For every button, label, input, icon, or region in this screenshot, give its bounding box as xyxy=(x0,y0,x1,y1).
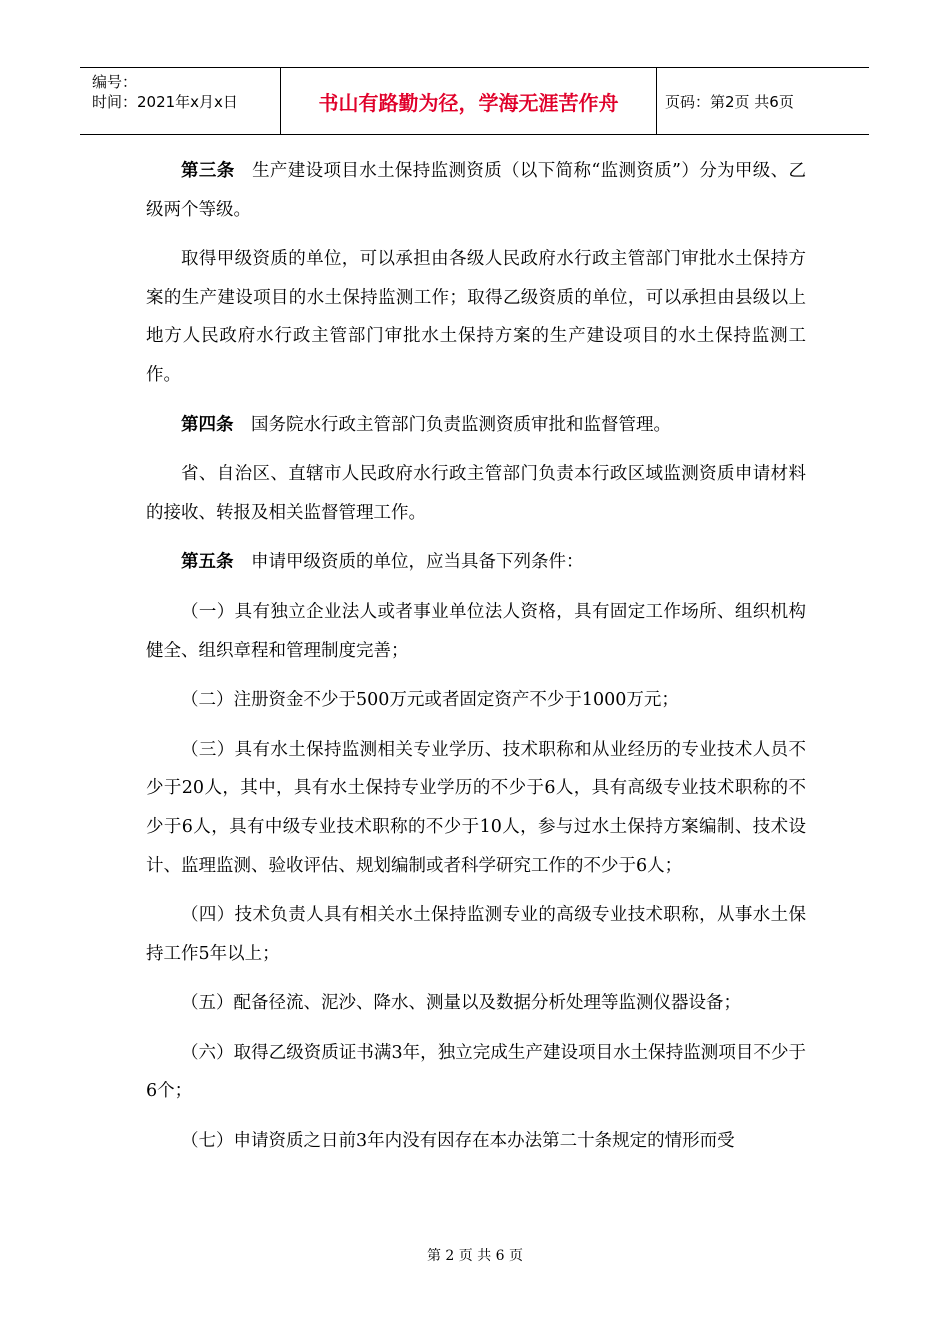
list-item: （二）注册资金不少于500万元或者固定资产不少于1000万元； xyxy=(181,690,679,711)
document-date-label: 时间：2021年x月x日 xyxy=(92,93,238,111)
header-motto: 书山有路勤为径，学海无涯苦作舟 xyxy=(281,68,657,134)
list-item: （四）技术负责人具有相关水土保持监测专业的高级专业技术职称，从事水土保持工作5年以上； xyxy=(146,905,806,964)
article-number: 第四条 xyxy=(181,414,234,435)
document-body xyxy=(146,152,806,1172)
article-number: 第五条 xyxy=(181,552,234,573)
paragraph: 取得甲级资质的单位，可以承担由各级人民政府水行政主管部门审批水土保持方案的生产建设项目的水土保持监测工作；取得乙级资质的单位，可以承担由县级以上地方人民政府水行政主管部门审批水土保持方案的生产建设项目的水土保持监测工作。 xyxy=(146,249,806,385)
article-paragraph xyxy=(146,406,806,445)
page-footer: 第 2 页 共 6 页 xyxy=(426,1248,524,1264)
paragraph-text: 申请甲级资质的单位，应当具备下列条件： xyxy=(251,552,584,573)
article-paragraph xyxy=(146,543,806,582)
list-item: （一）具有独立企业法人或者事业单位法人资格，具有固定工作场所、组织机构健全、组织章程和管理制度完善； xyxy=(146,601,806,661)
list-item: （五）配备径流、泥沙、降水、测量以及数据分析处理等监测仪器设备； xyxy=(181,993,741,1014)
paragraph-text: 生产建设项目水土保持监测资质（以下简称“监测资质”）分为甲级、乙级两个等级。 xyxy=(146,161,806,220)
header-meta-cell xyxy=(80,68,281,134)
article-paragraph xyxy=(146,152,806,229)
paragraph-text: 国务院水行政主管部门负责监测资质审批和监督管理。 xyxy=(251,414,671,435)
list-item: （六）取得乙级资质证书满3年，独立完成生产建设项目水土保持监测项目不少于6个； xyxy=(146,1042,806,1102)
article-number: 第三条 xyxy=(181,161,235,181)
header-page-indicator: 页码：第2页 共6页 xyxy=(665,92,794,111)
list-item: （七）申请资质之日前3年内没有因存在本办法第二十条规定的情形而受 xyxy=(181,1131,735,1152)
page-header xyxy=(80,67,869,135)
paragraph: 省、自治区、直辖市人民政府水行政主管部门负责本行政区域监测资质申请材料的接收、转报及相关监督管理工作。 xyxy=(146,464,806,523)
document-number-label: 编号： xyxy=(92,73,138,91)
list-item: （三）具有水土保持监测相关专业学历、技术职称和从业经历的专业技术人员不少于20人，其中，具有水土保持专业学历的不少于6人，具有高级专业技术职称的不少于6人，具有中级专业技术职称的不少于10人，参与过水土保持方案编制、技术设计、监理监测、验收评估、规划编制或者科学研究工作的不少于6人； xyxy=(146,739,806,876)
